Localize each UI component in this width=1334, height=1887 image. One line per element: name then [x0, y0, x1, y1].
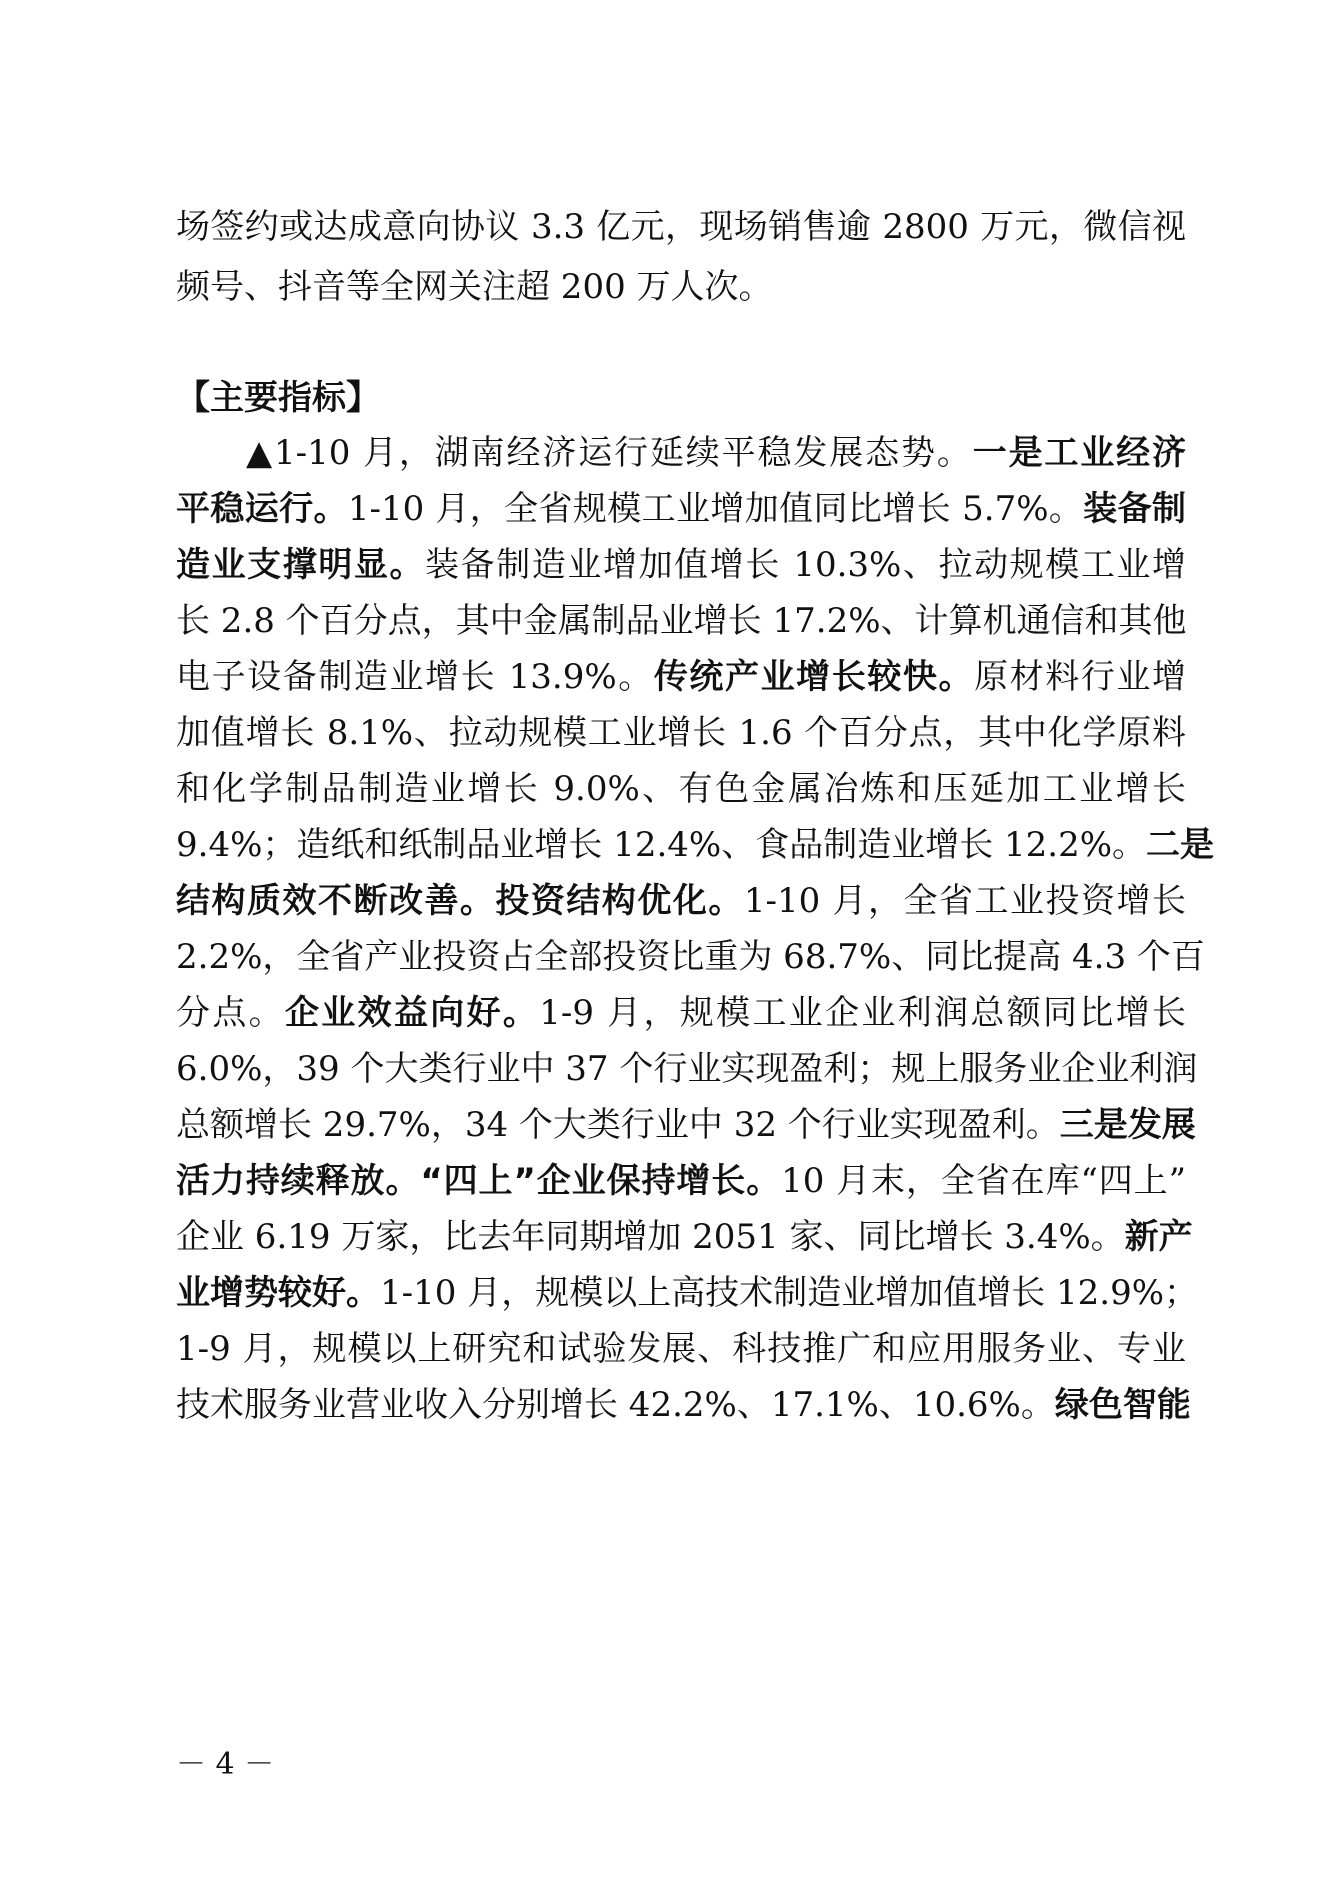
text-run: ▲1-10 月，湖南经济运行延续平稳发展态势。	[246, 433, 973, 473]
text-run: 电子设备制造业增长 13.9%。	[176, 657, 654, 697]
paragraph-line	[176, 823, 1215, 867]
text-run: 1-10 月，全省工业投资增长	[743, 881, 1186, 921]
bold-run: 二是	[1146, 825, 1215, 865]
paragraph-line: 1-9 月，规模以上研究和试验发展、科技推广和应用服务业、专业	[176, 1329, 1186, 1369]
bold-run: 绿色智能	[1054, 1385, 1191, 1425]
bold-run: 结构质效不断改善。投资结构优化。	[176, 881, 744, 921]
text-run: 原材料行业增	[974, 657, 1187, 697]
text-run: 1-9 月，规模工业企业利润总额同比增长	[539, 993, 1187, 1033]
bold-run: 活力持续释放。“四上”企业保持增长。	[176, 1161, 782, 1201]
text-run: 总额增长 29.7%，34 个大类行业中 32 个行业实现盈利。	[176, 1105, 1060, 1145]
text-run: 企业 6.19 万家，比去年同期增加 2051 家、同比增长 3.4%。	[176, 1217, 1125, 1257]
text-run: 装备制造业增加值增长 10.3%、拉动规模工业增	[425, 545, 1186, 585]
bold-run: 企业效益向好。	[284, 993, 540, 1033]
paragraph-line: 2.2%，全省产业投资占全部投资比重为 68.7%、同比提高 4.3 个百	[176, 937, 1205, 977]
paragraph-line	[176, 1215, 1193, 1259]
bold-run: 造业支撑明显。	[176, 545, 426, 585]
paragraph-line	[176, 879, 1186, 923]
text-run: 技术服务业营业收入分别增长 42.2%、17.1%、10.6%。	[176, 1385, 1055, 1425]
intro-line-2: 频号、抖音等全网关注超 200 万人次。	[176, 267, 773, 307]
text-run: 分点。	[176, 993, 285, 1033]
paragraph-line	[246, 431, 1186, 475]
paragraph-line: 6.0%，39 个大类行业中 37 个行业实现盈利；规上服务业企业利润	[176, 1049, 1198, 1089]
text-run: 1-10 月，规模以上高技术制造业增加值增长 12.9%；	[380, 1273, 1199, 1313]
bold-run: 三是发展	[1059, 1105, 1196, 1145]
paragraph-line	[176, 991, 1186, 1035]
paragraph-line	[176, 543, 1186, 587]
paragraph-line	[176, 1271, 1199, 1315]
bold-run: 传统产业增长较快。	[653, 657, 975, 697]
paragraph-line: 加值增长 8.1%、拉动规模工业增长 1.6 个百分点，其中化学原料	[176, 713, 1186, 753]
bold-run: 一是工业经济	[972, 433, 1187, 473]
paragraph-line	[176, 1103, 1196, 1147]
bold-run: 平稳运行。	[176, 489, 348, 529]
page-number: － 4 －	[176, 1747, 275, 1782]
text-run: 10 月末，全省在库“四上”	[781, 1161, 1186, 1201]
paragraph-line	[176, 655, 1186, 699]
bold-run: 业增势较好。	[176, 1273, 380, 1313]
text-run: 1-10 月，全省规模工业增加值同比增长 5.7%。	[347, 489, 1084, 529]
text-run: 9.4%；造纸和纸制品业增长 12.4%、食品制造业增长 12.2%。	[176, 825, 1147, 865]
intro-line-1: 场签约或达成意向协议 3.3 亿元，现场销售逾 2800 万元，微信视	[176, 207, 1186, 247]
paragraph-line: 和化学制品制造业增长 9.0%、有色金属冶炼和压延加工业增长	[176, 769, 1186, 809]
bold-run: 装备制	[1083, 489, 1187, 529]
section-heading: 【主要指标】	[176, 378, 380, 418]
paragraph-line: 长 2.8 个百分点，其中金属制品业增长 17.2%、计算机通信和其他	[176, 601, 1187, 641]
paragraph-line	[176, 487, 1186, 531]
bold-run: 新产	[1124, 1217, 1193, 1257]
paragraph-line	[176, 1383, 1191, 1427]
paragraph-line	[176, 1159, 1186, 1203]
